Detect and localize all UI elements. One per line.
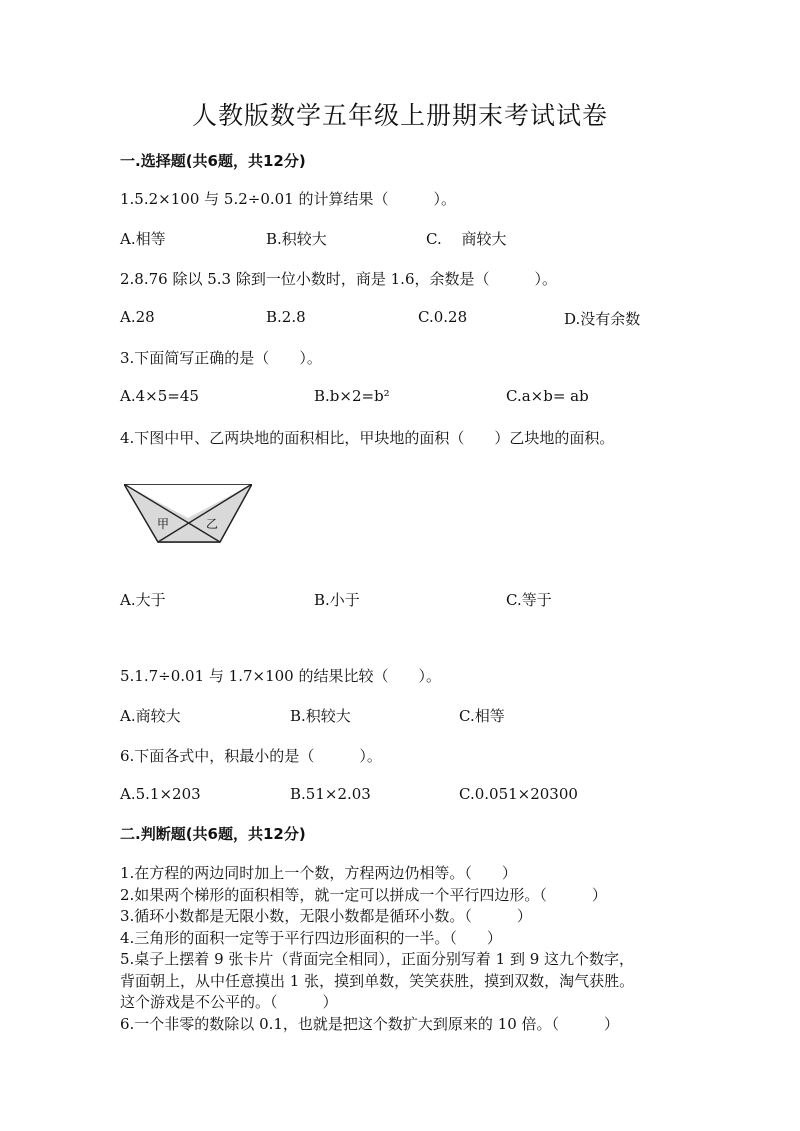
question-3-option-c: C.a×b= ab [506,387,589,405]
label-yi: 乙 [206,517,219,531]
question-5-option-b: B.积较大 [290,707,351,725]
question-2-stem: 2.8.76 除以 5.3 除到一位小数时，商是 1.6，余数是（ ）。 [120,270,557,288]
question-3-option-b: B.b×2=b² [314,387,390,405]
section-heading-judgment: 二.判断题(共6题，共12分) [120,825,306,843]
judgment-line: 2.如果两个梯形的面积相等，就一定可以拼成一个平行四边形。（ ） [120,886,607,904]
question-3-stem: 3.下面简写正确的是（ ）。 [120,349,322,367]
judgment-line: 这个游戏是不公平的。（ ） [120,993,338,1011]
question-6-option-a: A.5.1×203 [120,785,201,803]
label-jia: 甲 [157,517,170,531]
judgment-line: 背面朝上，从中任意摸出 1 张，摸到单数，笑笑获胜，摸到双数，淘气获胜。 [120,972,635,990]
page-title: 人教版数学五年级上册期末考试试卷 [191,101,608,130]
judgment-line: 5.桌子上摆着 9 张卡片（背面完全相同），正面分别写着 1 到 9 这九个数字， [120,950,635,968]
question-4-stem: 4.下图中甲、乙两块地的面积相比，甲块地的面积（ ）乙块地的面积。 [120,429,615,447]
question-4-option-c: C.等于 [506,591,552,609]
question-2-option-c: C.0.28 [418,308,468,326]
question-2-option-d: D.没有余数 [564,310,641,328]
question-1-stem: 1.5.2×100 与 5.2÷0.01 的计算结果（ ）。 [120,190,456,208]
question-5-stem: 5.1.7÷0.01 与 1.7×100 的结果比较（ ）。 [120,667,441,685]
question-5-option-c: C.相等 [459,707,505,725]
question-1-option-c: C. 商较大 [426,230,507,248]
question-4-option-a: A.大于 [120,591,166,609]
judgment-line: 6.一个非零的数除以 0.1，也就是把这个数扩大到原来的 10 倍。（ ） [120,1015,620,1033]
question-2-option-a: A.28 [120,308,155,326]
question-1-option-a: A.相等 [120,230,166,248]
question-5-option-a: A.商较大 [120,707,181,725]
question-6-stem: 6.下面各式中，积最小的是（ ）。 [120,747,382,765]
question-6-option-b: B.51×2.03 [290,785,371,803]
judgment-line: 1.在方程的两边同时加上一个数，方程两边仍相等。（ ） [120,864,517,882]
question-3-option-a: A.4×5=45 [120,387,199,405]
trapezoid-figure [124,484,252,544]
section-heading-choice: 一.选择题(共6题，共12分) [120,152,306,170]
question-1-option-b: B.积较大 [266,230,327,248]
judgment-line: 3.循环小数都是无限小数，无限小数都是循环小数。（ ） [120,907,532,925]
question-2-option-b: B.2.8 [266,308,306,326]
question-4-option-b: B.小于 [314,591,360,609]
question-6-option-c: C.0.051×20300 [459,785,578,803]
judgment-line: 4.三角形的面积一定等于平行四边形面积的一半。（ ） [120,929,502,947]
